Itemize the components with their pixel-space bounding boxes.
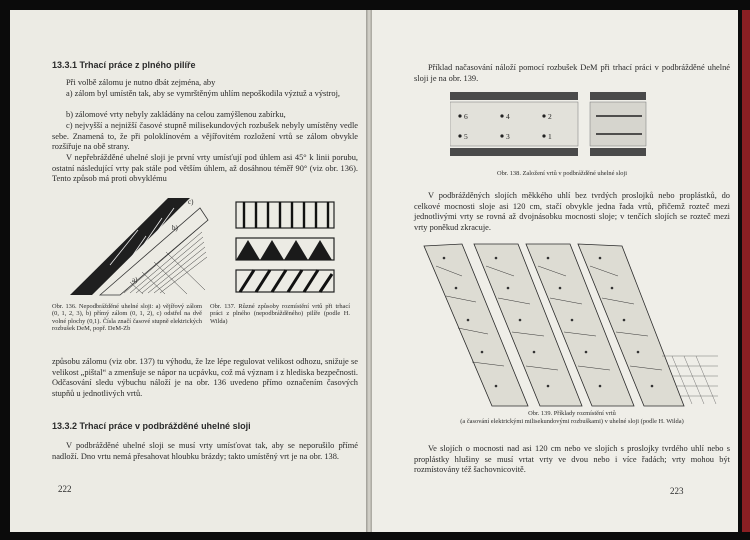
fig138-hole-label: 1 [548,132,552,141]
page-number: 223 [670,486,684,496]
paragraph: způsobu zálomu (viz obr. 137) tu výhodu, že lze lépe regulovat velikost odhozu, snižuje se velikost „pištal“ a zmenšuje se nápor na ucpávku, což má význam i z hlediska bezpečnosti. Odčasování sledu výbuchu náloží je na obr. 136 uvedeno přímo označením časových stupňů u jednotlivých vrtů. [52,357,358,398]
figure-136-caption: Obr. 136. Nepodbrážděné uhelné sloji: a) vějířový zálom (0, 1, 2, 3), b) přímý zálom (0, 1, 2), c) odstřel na dvě volné plochy (0,1). Čísla značí časové stupně elektrických rozbušek DeM, popř. DeM-Zb [52,303,202,333]
fig138-hole-label: 5 [464,132,468,141]
fig138-hole-label: 2 [548,112,552,121]
section-heading-13-3-2: 13.3.2 Trhací práce v podbrážděné uhelné sloji [52,421,251,431]
fig138-hole-label: 4 [506,112,510,121]
paragraph: Ve slojích o mocnosti nad asi 120 cm nebo ve slojích s proslojky tvrdého uhlí nebo s proplástky hlušiny se musí vrtat vrty ve dvou nebo i více řadách; vrty mohou být rozmístovány též šachovnicovitě. [414,444,730,475]
figure-138-caption: Obr. 138. Založení vrtů v podbrážděné uhelné sloji [496,170,628,177]
paragraph: V podbrážděné uhelné sloji se musí vrty umísťovat tak, aby se neporušilo přímé nadloží. Dno vrtu nemá přesahovat hloubku brázdy; takto umístěný vrt je na obr. 138. [52,441,358,461]
list-item-c: c) nejvyšší a nejnižší časové stupně milisekundových rozbušek nebyly umístěny vedle sebe. Znamená to, že při poloklínovém a vějířovitém rozložení vrtů se zálom obvykle rozšiřuje na obě strany. [52,121,358,152]
fig136-label-c: c) [188,198,194,206]
list-item-a: a) zálom byl umístěn tak, aby se vymrštěným uhlím nepoškodila výztuž a výstroj, [66,89,340,98]
paragraph: Příklad načasování náloží pomocí rozbušek DeM při trhací práci v podbrážděné uhelné sloji je na obr. 139. [414,63,730,83]
paragraph: V podbrážděných slojích měkkého uhlí bez tvrdých proslojků nebo proplástků, do celkové mocnosti sloje asi 120 cm, stačí obvykle jedna řada vrtů, přičemž rozteč mezi jednotlivými vrty se rovná až dvojnásobku mocnosti sloje; v tenčích slojích se rozteč mezi vrty poněkud zkracuje. [414,191,730,232]
figure-137-diagram [232,198,338,298]
figure-136-diagram [50,190,210,300]
figure-139-diagram [422,236,722,408]
book-edge [742,10,750,532]
fig136-label-b: b) [172,224,178,232]
figure-137-caption: Obr. 137. Různé způsoby rozmístění vrtů při trhací práci z plného (nepodbrážděného) pilíře (podle H. Wilda) [210,303,350,325]
list-item-b: b) zálomové vrty nebyly zakládány na celou zamýšlenou zabírku, [66,110,286,119]
left-page [10,10,367,532]
right-page [372,10,738,532]
page-number: 222 [58,484,72,494]
fig136-label-a: a) [132,276,138,284]
paragraph: Při volbě zálomu je nutno dbát zejména, aby [66,78,216,87]
figure-139-caption: Obr. 139. Příklady rozmístění vrtů [528,410,616,417]
figure-139-caption: (a časování elektrickými milisekundovými rozbuškami) v uhelné sloji (podle H. Wilda) [460,418,684,425]
figure-138-diagram [450,90,650,162]
paragraph: V nepřebrážděné uhelné sloji je první vrty umísťují pod úhlem asi 45° k linii porubu, ostatní následující vrty pak stále pod větším úhlem, až dosáhnou téměř 90° (viz obr. 136). Tento způsob má proti obvyklému [52,153,358,184]
section-heading-13-3-1: 13.3.1 Trhací práce z plného pilíře [52,60,196,70]
fig138-hole-label: 6 [464,112,468,121]
fig138-hole-label: 3 [506,132,510,141]
